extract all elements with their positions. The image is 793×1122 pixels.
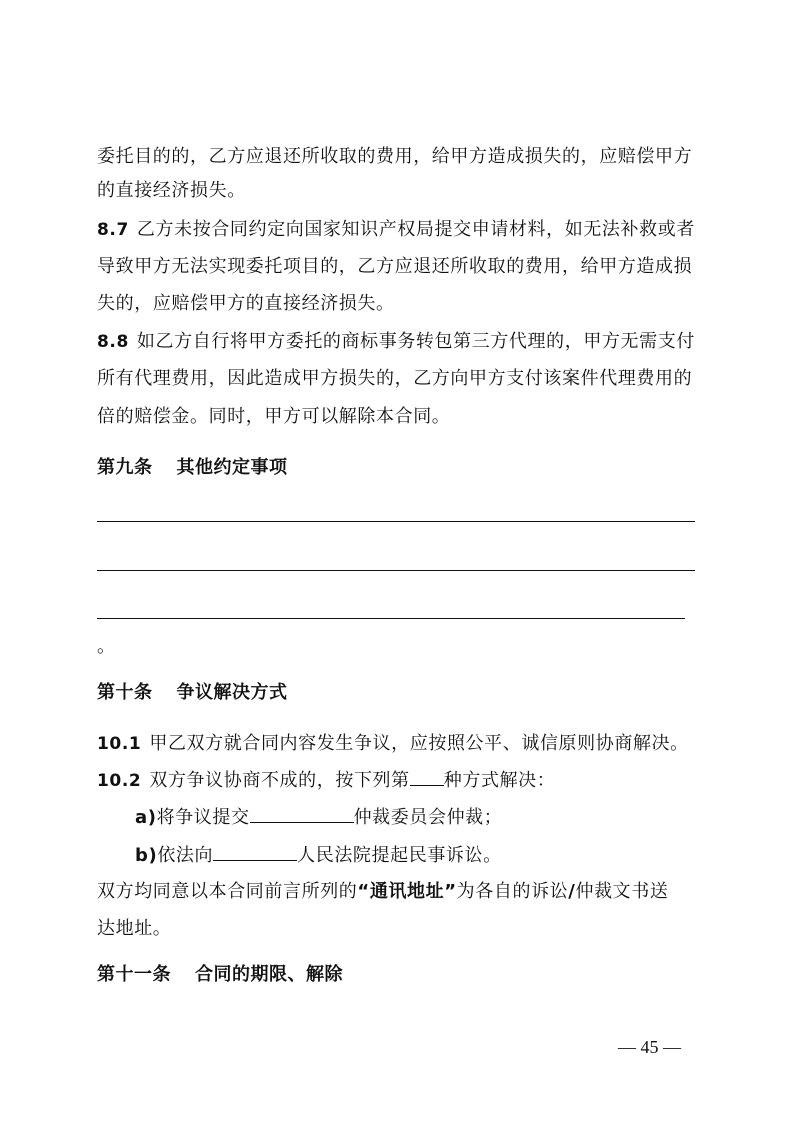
option-a (135, 804, 735, 831)
article-9-end-mark: 。 (97, 636, 116, 657)
address-quote: “通讯地址” (357, 881, 457, 902)
paragraph-continuation-line-1: 委托目的的，乙方应退还所收取的费用，给甲方造成损失的，应赔偿甲方 (97, 146, 693, 167)
court-blank[interactable] (213, 842, 297, 861)
article-11-heading (97, 962, 343, 988)
clause-10-2 (97, 767, 697, 794)
method-number-blank[interactable] (410, 767, 444, 786)
clause-8-8-line-3: 倍的赔偿金。同时，甲方可以解除本合同。 (97, 406, 451, 427)
article-9-heading (97, 455, 288, 481)
clause-10-1-text: 甲乙双方就合同内容发生争议，应按照公平、诚信原则协商解决。 (149, 733, 689, 754)
option-b-label: b) (135, 845, 158, 866)
option-a-text-b: 仲裁委员会仲裁； (353, 807, 503, 828)
article-10-title: 争议解决方式 (176, 682, 288, 703)
clause-10-2-text-a: 双方争议协商不成的，按下列第 (149, 770, 410, 791)
blank-line-1[interactable] (97, 521, 695, 522)
clause-8-7-number: 8.7 (97, 220, 129, 240)
paragraph-continuation-line-2: 的直接经济损失。 (97, 180, 246, 201)
clause-8-7-line-2: 导致甲方无法实现委托项目的，乙方应退还所收取的费用，给甲方造成损 (97, 256, 693, 277)
address-text-c: 仲裁文书送 (575, 881, 669, 902)
address-clause-line-2: 达地址。 (97, 918, 172, 939)
option-b (135, 842, 735, 869)
address-text-b: 为各自的诉讼 (456, 881, 569, 902)
article-9-title: 其他约定事项 (176, 457, 288, 478)
clause-8-7-line-1 (97, 217, 697, 243)
article-9-label: 第九条 (97, 457, 153, 478)
article-10-heading (97, 680, 288, 706)
address-text-a: 双方均同意以本合同前言所列的 (97, 881, 358, 902)
blank-line-2[interactable] (97, 570, 695, 571)
address-clause-line-1 (97, 879, 697, 905)
article-11-label: 第十一条 (97, 964, 171, 985)
clause-8-8-text: 如乙方自行将甲方委托的商标事务转包第三方代理的，甲方无需支付 (136, 331, 695, 352)
clause-8-8-line-2: 所有代理费用，因此造成甲方损失的，乙方向甲方支付该案件代理费用的 (97, 368, 693, 389)
clause-8-7-line-3: 失的，应赔偿甲方的直接经济损失。 (97, 293, 395, 314)
option-b-text-b: 人民法院提起民事诉讼。 (297, 845, 502, 866)
clause-8-7-text: 乙方未按合同约定向国家知识产权局提交申请材料，如无法补救或者 (136, 219, 695, 240)
page-number: — 45 — (618, 1037, 681, 1057)
clause-10-2-text-b: 种方式解决： (443, 770, 556, 791)
blank-line-3[interactable] (97, 618, 685, 619)
clause-8-8-number: 8.8 (97, 332, 129, 352)
option-a-text-a: 将争议提交 (156, 807, 250, 828)
clause-10-1-number: 10.1 (97, 734, 142, 754)
article-10-label: 第十条 (97, 682, 153, 703)
option-a-label: a) (135, 807, 157, 828)
clause-8-8-line-1 (97, 329, 697, 355)
clause-10-2-number: 10.2 (97, 771, 142, 791)
option-b-text-a: 依法向 (157, 845, 214, 866)
clause-10-1 (97, 731, 697, 757)
address-slash: / (568, 881, 576, 902)
article-11-title: 合同的期限、解除 (195, 964, 343, 985)
arbitration-commission-blank[interactable] (250, 804, 354, 823)
